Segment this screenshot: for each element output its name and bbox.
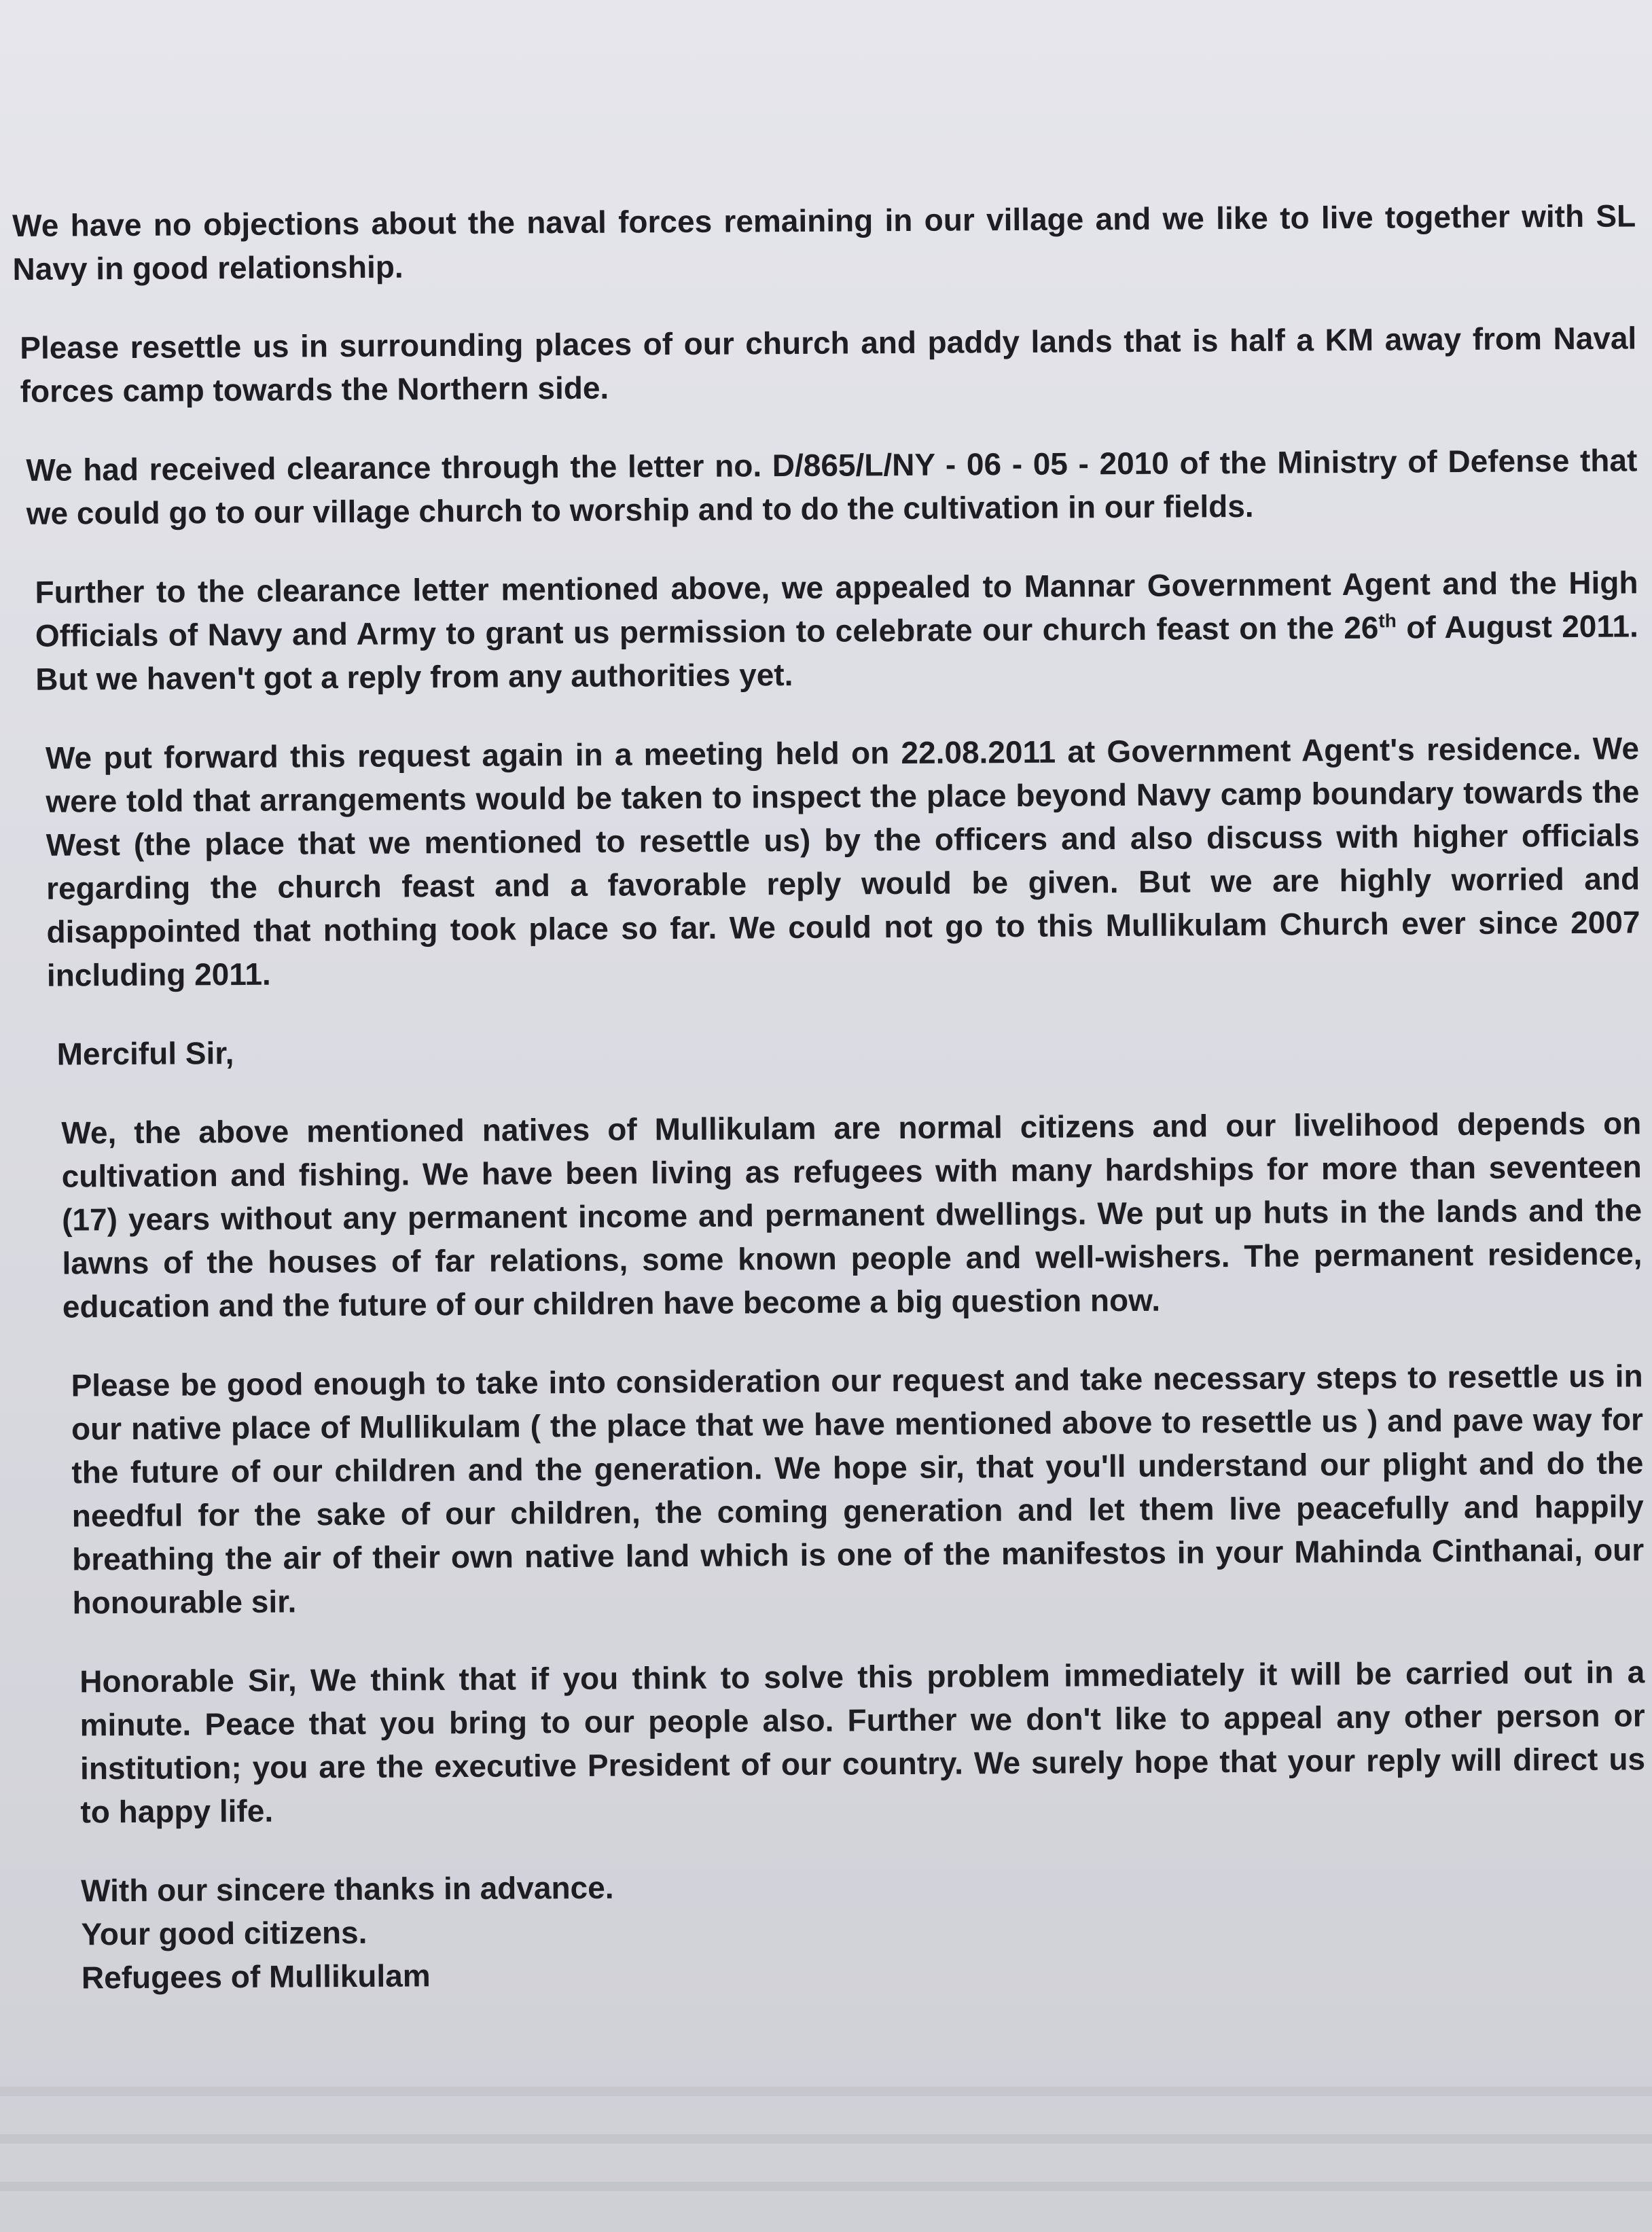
letter-body — [12, 194, 1647, 2000]
salutation: Merciful Sir, — [56, 1035, 234, 1072]
paragraph-honorable-sir: Honorable Sir, We think that if you think to solve this problem immediately it will be carried out in a minute. Peace that you bring to our people also. Further we don't like to appeal any other person or institution; you are the executive President of our country. We surely hope that your reply will direct us to happy life. — [79, 1654, 1646, 1830]
paragraph-resettle-plea: Please be good enough to take into consideration our request and take necessary steps to resettle us in our native place of Mullikulam ( the place that we have mentioned above to resettle us ) and pave way for the future of our children and the generation. We hope sir, that you'll understand our plight and do the needful for the sake of our children, the coming generation and let them live peacefully and happily breathing the air of their own native land which is one of the manifestos in your Mahinda Cinthanai, our honourable sir. — [71, 1358, 1645, 1621]
paragraph-church-feast-appeal — [14, 560, 1638, 701]
closing-thanks: With our sincere thanks in advance. — [81, 1869, 614, 1909]
feast-appeal-text-start: Further to the clearance letter mentioned above, we appealed to Mannar Government Agent and the High Officials of Navy and Army to grant us permission to celebrate our church feast on the 26 — [35, 564, 1638, 653]
paragraph-natives-livelihood: We, the above mentioned natives of Mullikulam are normal citizens and our livelihood depends on cultivation and fishing. We have been living as refugees with many hardships for more than seventeen (17) years without any permanent income and permanent dwellings. We put up huts in the lands and the lawns of the houses of far relations, some known people and well-wishers. The permanent residence, education and the future of our children have become a big question now. — [61, 1105, 1642, 1325]
closing-signature: Refugees of Mullikulam — [81, 1958, 431, 1996]
ordinal-suffix: th — [1378, 610, 1397, 632]
feast-appeal-text-end: of August 2011. But we haven't got a reply from any authorities yet. — [35, 608, 1638, 697]
bleed-through-text — [0, 2072, 1652, 2228]
paragraph-resettle-request: Please resettle us in surrounding places of our church and paddy lands that is half a KM away from Naval forces camp towards the Northern side. — [20, 320, 1637, 409]
closing-citizens: Your good citizens. — [81, 1914, 367, 1952]
paragraph-clearance-letter: We had received clearance through the letter no. D/865/L/NY - 06 - 05 - 2010 of the Ministry of Defense that we could go to our village church to worship and to do the cultivation in our fields. — [26, 442, 1638, 531]
paragraph-meeting-request: We put forward this request again in a meeting held on 22.08.2011 at Government Agent's residence. We were told that arrangements would be taken to inspect the place beyond Navy camp boundary towards the West (the place that we mentioned to resettle us) by the officers and also discuss with higher officials regarding the church feast and a favorable reply would be given. But we are highly worried and disappointed that nothing took place so far. We could not go to this Mullikulam Church ever since 2007 including 2011. — [45, 730, 1640, 993]
letter-closing — [22, 1859, 1647, 2000]
paragraph-naval-forces: We have no objections about the naval forces remaining in our village and we like to live together with SL Navy in good relationship. — [12, 198, 1636, 287]
